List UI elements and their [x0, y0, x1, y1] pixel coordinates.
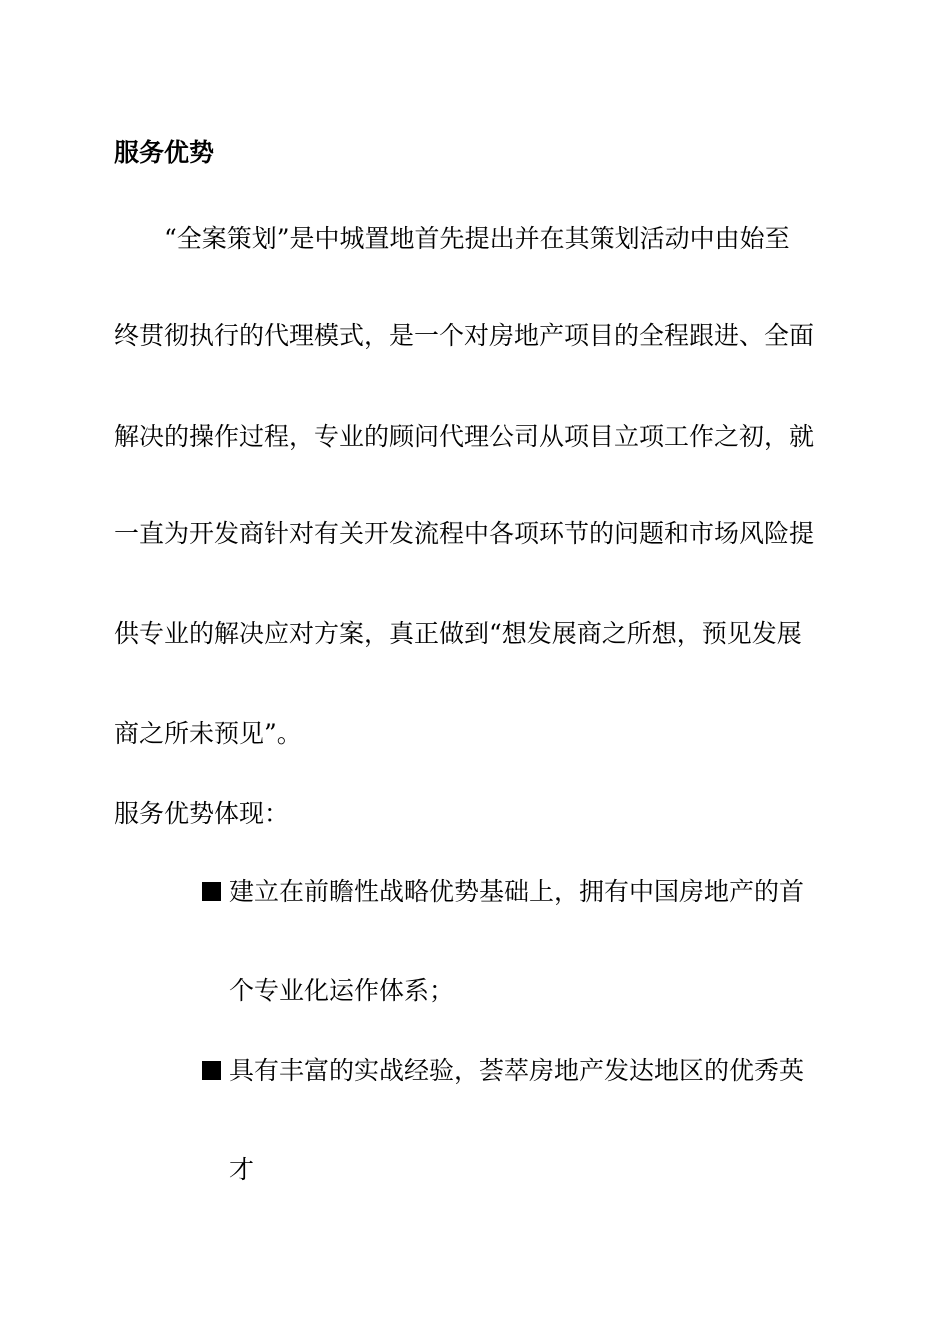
bullet-item-2-line-2: 才 — [229, 1155, 255, 1184]
bullet-item-1 — [202, 875, 804, 909]
paragraph-line-1: “全案策划”是中城置地首先提出并在其策划活动中由始至 — [164, 224, 790, 253]
paragraph-line-6: 商之所未预见”。 — [114, 719, 302, 748]
section-heading: 服务优势 — [114, 138, 215, 167]
paragraph-line-3: 解决的操作过程，专业的顾问代理公司从项目立项工作之初，就 — [114, 422, 815, 451]
bullet-item-2-line-1: 具有丰富的实战经验，荟萃房地产发达地区的优秀英 — [229, 1056, 805, 1085]
paragraph-line-5: 供专业的解决应对方案，真正做到“想发展商之所想，预见发展 — [114, 619, 802, 648]
bullet-item-1-line-2: 个专业化运作体系； — [229, 976, 455, 1005]
paragraph-line-4: 一直为开发商针对有关开发流程中各项环节的问题和市场风险提 — [114, 519, 815, 548]
subheading: 服务优势体现： — [114, 799, 290, 828]
square-bullet-icon — [202, 1061, 221, 1080]
bullet-item-1-line-1: 建立在前瞻性战略优势基础上，拥有中国房地产的首 — [229, 877, 805, 906]
bullet-item-2 — [202, 1054, 804, 1088]
square-bullet-icon — [202, 882, 221, 901]
paragraph-line-2: 终贯彻执行的代理模式，是一个对房地产项目的全程跟进、全面 — [114, 321, 815, 350]
